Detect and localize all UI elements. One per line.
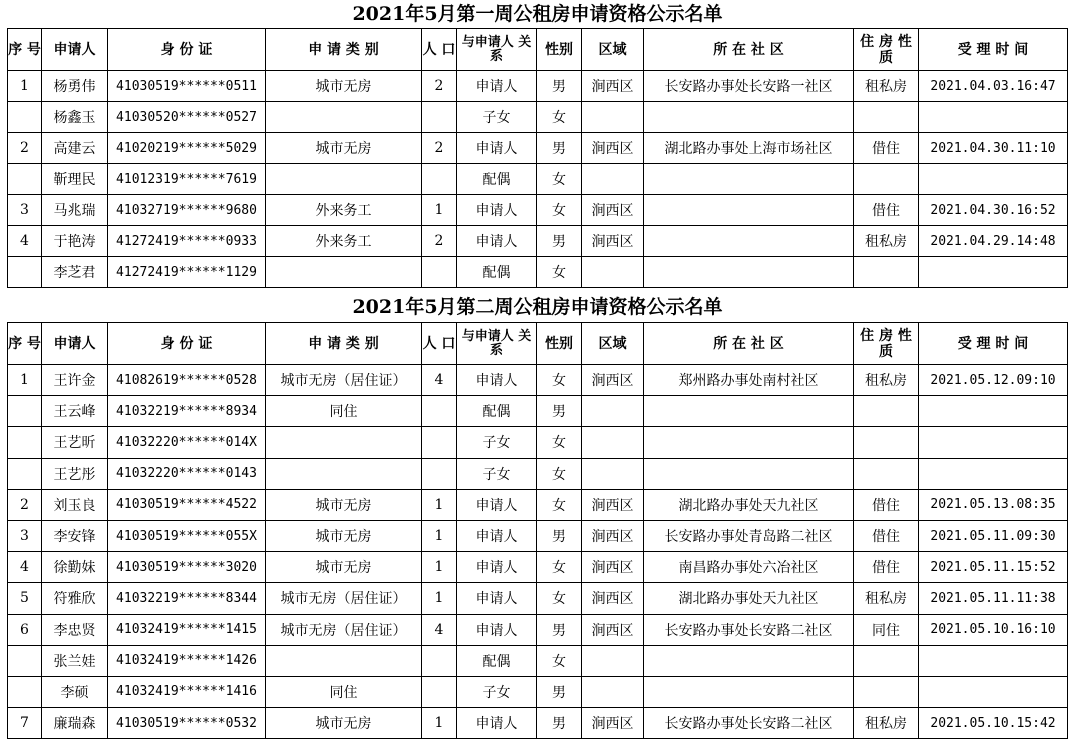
cell-people: [422, 257, 457, 288]
cell-relation: 申请人: [457, 71, 537, 102]
cell-people: 2: [422, 71, 457, 102]
cell-type: 城市无房（居住证）: [266, 365, 422, 396]
header-applicant: 申请人: [42, 29, 108, 71]
header-id: 身 份 证: [108, 29, 266, 71]
header-community: 所 在 社 区: [644, 29, 854, 71]
cell-district: [582, 676, 644, 707]
header-id: 身 份 证: [108, 323, 266, 365]
cell-applicant: 王艺彤: [42, 458, 108, 489]
table-row: [8, 676, 1068, 707]
cell-applicant: 于艳涛: [42, 226, 108, 257]
cell-housing: 租私房: [854, 226, 919, 257]
table-row: [8, 520, 1068, 551]
cell-community: [644, 257, 854, 288]
header-relation: 与申请人 关 系: [457, 29, 537, 71]
cell-relation: 子女: [457, 102, 537, 133]
cell-seq: 1: [8, 365, 42, 396]
cell-seq: [8, 257, 42, 288]
week2-table: [7, 322, 1068, 739]
cell-district: 涧西区: [582, 365, 644, 396]
cell-district: 涧西区: [582, 614, 644, 645]
cell-id-number: 41272419******0933: [108, 226, 266, 257]
cell-gender: 女: [537, 427, 582, 458]
cell-housing: [854, 676, 919, 707]
cell-district: 涧西区: [582, 195, 644, 226]
cell-time: [919, 396, 1068, 427]
table-row: [8, 164, 1068, 195]
cell-seq: 1: [8, 71, 42, 102]
cell-district: 涧西区: [582, 708, 644, 739]
cell-community: 湖北路办事处天九社区: [644, 583, 854, 614]
cell-community: [644, 102, 854, 133]
cell-type: [266, 458, 422, 489]
header-relation: 与申请人 关 系: [457, 323, 537, 365]
table-row: [8, 708, 1068, 739]
cell-district: [582, 458, 644, 489]
header-seq: 序 号: [8, 29, 42, 71]
header-time: 受 理 时 间: [919, 29, 1068, 71]
header-type: 申 请 类 别: [266, 323, 422, 365]
cell-district: [582, 645, 644, 676]
cell-id-number: 41030519******0532: [108, 708, 266, 739]
cell-gender: 男: [537, 226, 582, 257]
cell-time: [919, 676, 1068, 707]
week1-title: 2021年5月第一周公租房申请资格公示名单: [352, 3, 723, 25]
cell-time: 2021.05.11.15:52: [919, 552, 1068, 583]
table-row: [8, 365, 1068, 396]
header-gender: 性别: [537, 29, 582, 71]
cell-people: 2: [422, 133, 457, 164]
cell-district: [582, 257, 644, 288]
cell-people: 4: [422, 614, 457, 645]
cell-community: 湖北路办事处天九社区: [644, 489, 854, 520]
cell-housing: 同住: [854, 614, 919, 645]
cell-housing: [854, 257, 919, 288]
table-row: [8, 489, 1068, 520]
cell-gender: 女: [537, 458, 582, 489]
cell-community: [644, 195, 854, 226]
cell-people: [422, 396, 457, 427]
cell-type: 城市无房: [266, 71, 422, 102]
cell-community: 湖北路办事处上海市场社区: [644, 133, 854, 164]
cell-applicant: 王许金: [42, 365, 108, 396]
cell-gender: 女: [537, 489, 582, 520]
cell-people: [422, 427, 457, 458]
cell-gender: 女: [537, 645, 582, 676]
cell-housing: [854, 458, 919, 489]
cell-seq: [8, 676, 42, 707]
cell-seq: [8, 427, 42, 458]
cell-applicant: 马兆瑞: [42, 195, 108, 226]
cell-applicant: 刘玉良: [42, 489, 108, 520]
cell-district: 涧西区: [582, 583, 644, 614]
cell-seq: 7: [8, 708, 42, 739]
cell-people: [422, 458, 457, 489]
cell-community: 郑州路办事处南村社区: [644, 365, 854, 396]
cell-time: [919, 164, 1068, 195]
cell-id-number: 41032719******9680: [108, 195, 266, 226]
cell-community: 长安路办事处长安路二社区: [644, 708, 854, 739]
cell-id-number: 41032419******1416: [108, 676, 266, 707]
cell-seq: 3: [8, 520, 42, 551]
header-district: 区域: [582, 323, 644, 365]
table-row: [8, 583, 1068, 614]
cell-time: 2021.04.30.16:52: [919, 195, 1068, 226]
cell-time: 2021.05.11.11:38: [919, 583, 1068, 614]
cell-relation: 申请人: [457, 365, 537, 396]
cell-time: 2021.05.11.09:30: [919, 520, 1068, 551]
cell-community: [644, 645, 854, 676]
cell-id-number: 41030519******4522: [108, 489, 266, 520]
cell-applicant: 王云峰: [42, 396, 108, 427]
cell-type: [266, 427, 422, 458]
header-people: 人 口: [422, 323, 457, 365]
week2-title: 2021年5月第二周公租房申请资格公示名单: [352, 296, 723, 318]
cell-people: 1: [422, 195, 457, 226]
table-row: [8, 102, 1068, 133]
cell-seq: [8, 396, 42, 427]
cell-community: 长安路办事处长安路二社区: [644, 614, 854, 645]
cell-seq: 4: [8, 226, 42, 257]
cell-gender: 男: [537, 676, 582, 707]
cell-seq: [8, 458, 42, 489]
cell-relation: 申请人: [457, 195, 537, 226]
cell-gender: 男: [537, 396, 582, 427]
cell-id-number: 41082619******0528: [108, 365, 266, 396]
cell-time: 2021.05.10.15:42: [919, 708, 1068, 739]
cell-id-number: 41012319******7619: [108, 164, 266, 195]
cell-applicant: 张兰娃: [42, 645, 108, 676]
cell-gender: 女: [537, 365, 582, 396]
cell-community: [644, 458, 854, 489]
cell-id-number: 41030519******055X: [108, 520, 266, 551]
cell-time: [919, 427, 1068, 458]
cell-people: 4: [422, 365, 457, 396]
cell-gender: 女: [537, 257, 582, 288]
cell-housing: [854, 427, 919, 458]
cell-seq: 4: [8, 552, 42, 583]
cell-district: [582, 396, 644, 427]
cell-people: 1: [422, 520, 457, 551]
cell-housing: 借住: [854, 489, 919, 520]
cell-relation: 配偶: [457, 396, 537, 427]
cell-applicant: 廉瑞森: [42, 708, 108, 739]
cell-type: 城市无房: [266, 489, 422, 520]
cell-housing: 租私房: [854, 71, 919, 102]
cell-district: [582, 164, 644, 195]
cell-id-number: 41020219******5029: [108, 133, 266, 164]
cell-id-number: 41030520******0527: [108, 102, 266, 133]
cell-people: [422, 164, 457, 195]
cell-time: 2021.04.30.11:10: [919, 133, 1068, 164]
cell-people: 1: [422, 708, 457, 739]
cell-seq: 6: [8, 614, 42, 645]
cell-relation: 申请人: [457, 708, 537, 739]
cell-id-number: 41032220******0143: [108, 458, 266, 489]
cell-id-number: 41272419******1129: [108, 257, 266, 288]
cell-relation: 配偶: [457, 257, 537, 288]
cell-seq: [8, 645, 42, 676]
header-gender: 性别: [537, 323, 582, 365]
cell-relation: 申请人: [457, 552, 537, 583]
cell-applicant: 李芝君: [42, 257, 108, 288]
cell-housing: 租私房: [854, 583, 919, 614]
cell-district: 涧西区: [582, 489, 644, 520]
table-header-row: [8, 323, 1068, 365]
cell-housing: 借住: [854, 195, 919, 226]
cell-seq: 3: [8, 195, 42, 226]
cell-time: 2021.05.12.09:10: [919, 365, 1068, 396]
cell-applicant: 李安锋: [42, 520, 108, 551]
cell-relation: 配偶: [457, 645, 537, 676]
cell-gender: 男: [537, 520, 582, 551]
cell-id-number: 41030519******3020: [108, 552, 266, 583]
cell-district: [582, 427, 644, 458]
cell-time: [919, 102, 1068, 133]
table-row: [8, 133, 1068, 164]
cell-relation: 子女: [457, 458, 537, 489]
cell-gender: 男: [537, 71, 582, 102]
cell-type: 城市无房: [266, 708, 422, 739]
cell-type: 同住: [266, 676, 422, 707]
cell-community: [644, 427, 854, 458]
cell-housing: [854, 164, 919, 195]
cell-community: [644, 396, 854, 427]
cell-people: 1: [422, 552, 457, 583]
week1-table: [7, 28, 1068, 288]
header-people: 人 口: [422, 29, 457, 71]
cell-community: [644, 676, 854, 707]
cell-relation: 申请人: [457, 583, 537, 614]
header-district: 区域: [582, 29, 644, 71]
cell-district: 涧西区: [582, 133, 644, 164]
cell-people: 2: [422, 226, 457, 257]
header-seq: 序 号: [8, 323, 42, 365]
cell-housing: [854, 645, 919, 676]
cell-people: [422, 676, 457, 707]
table-row: [8, 71, 1068, 102]
cell-applicant: 高建云: [42, 133, 108, 164]
cell-time: 2021.04.29.14:48: [919, 226, 1068, 257]
cell-relation: 子女: [457, 676, 537, 707]
table-row: [8, 195, 1068, 226]
cell-applicant: 杨勇伟: [42, 71, 108, 102]
cell-seq: 2: [8, 133, 42, 164]
cell-relation: 申请人: [457, 489, 537, 520]
cell-relation: 申请人: [457, 614, 537, 645]
cell-time: 2021.04.03.16:47: [919, 71, 1068, 102]
table-header-row: [8, 29, 1068, 71]
cell-housing: [854, 102, 919, 133]
cell-gender: 女: [537, 102, 582, 133]
cell-relation: 申请人: [457, 133, 537, 164]
table-row: [8, 226, 1068, 257]
cell-type: [266, 164, 422, 195]
cell-community: [644, 164, 854, 195]
cell-time: 2021.05.13.08:35: [919, 489, 1068, 520]
header-housing: 住 房 性 质: [854, 29, 919, 71]
table-row: [8, 257, 1068, 288]
cell-type: [266, 645, 422, 676]
cell-community: 长安路办事处长安路一社区: [644, 71, 854, 102]
cell-type: 城市无房（居住证）: [266, 583, 422, 614]
cell-applicant: 徐勤妹: [42, 552, 108, 583]
cell-district: 涧西区: [582, 520, 644, 551]
cell-gender: 男: [537, 708, 582, 739]
cell-type: [266, 257, 422, 288]
cell-housing: 借住: [854, 133, 919, 164]
cell-type: 城市无房: [266, 552, 422, 583]
cell-community: 南昌路办事处六冶社区: [644, 552, 854, 583]
cell-housing: 借住: [854, 520, 919, 551]
cell-seq: 5: [8, 583, 42, 614]
table-row: [8, 427, 1068, 458]
cell-people: 1: [422, 489, 457, 520]
cell-community: 长安路办事处青岛路二社区: [644, 520, 854, 551]
cell-applicant: 王艺昕: [42, 427, 108, 458]
cell-applicant: 靳理民: [42, 164, 108, 195]
cell-gender: 男: [537, 133, 582, 164]
cell-gender: 女: [537, 164, 582, 195]
cell-type: 外来务工: [266, 226, 422, 257]
cell-applicant: 符雅欣: [42, 583, 108, 614]
cell-seq: [8, 102, 42, 133]
table-row: [8, 614, 1068, 645]
cell-applicant: 李硕: [42, 676, 108, 707]
cell-relation: 配偶: [457, 164, 537, 195]
cell-id-number: 41032220******014X: [108, 427, 266, 458]
cell-housing: 租私房: [854, 708, 919, 739]
cell-id-number: 41032419******1426: [108, 645, 266, 676]
cell-district: [582, 102, 644, 133]
header-housing: 住 房 性 质: [854, 323, 919, 365]
cell-seq: [8, 164, 42, 195]
cell-type: 城市无房: [266, 133, 422, 164]
cell-community: [644, 226, 854, 257]
cell-time: [919, 645, 1068, 676]
cell-type: 同住: [266, 396, 422, 427]
cell-type: 城市无房: [266, 520, 422, 551]
cell-district: 涧西区: [582, 226, 644, 257]
cell-relation: 申请人: [457, 520, 537, 551]
cell-people: 1: [422, 583, 457, 614]
table-row: [8, 458, 1068, 489]
cell-gender: 女: [537, 195, 582, 226]
header-applicant: 申请人: [42, 323, 108, 365]
cell-relation: 申请人: [457, 226, 537, 257]
cell-time: [919, 257, 1068, 288]
cell-type: 城市无房（居住证）: [266, 614, 422, 645]
cell-people: [422, 102, 457, 133]
cell-housing: 租私房: [854, 365, 919, 396]
cell-time: [919, 458, 1068, 489]
cell-district: 涧西区: [582, 552, 644, 583]
cell-relation: 子女: [457, 427, 537, 458]
cell-gender: 女: [537, 552, 582, 583]
cell-housing: [854, 396, 919, 427]
table-row: [8, 645, 1068, 676]
cell-id-number: 41032219******8934: [108, 396, 266, 427]
cell-type: 外来务工: [266, 195, 422, 226]
cell-type: [266, 102, 422, 133]
cell-seq: 2: [8, 489, 42, 520]
cell-time: 2021.05.10.16:10: [919, 614, 1068, 645]
cell-id-number: 41030519******0511: [108, 71, 266, 102]
header-community: 所 在 社 区: [644, 323, 854, 365]
cell-housing: 借住: [854, 552, 919, 583]
cell-district: 涧西区: [582, 71, 644, 102]
cell-applicant: 李忠贤: [42, 614, 108, 645]
cell-gender: 男: [537, 614, 582, 645]
cell-gender: 女: [537, 583, 582, 614]
table-row: [8, 396, 1068, 427]
header-time: 受 理 时 间: [919, 323, 1068, 365]
cell-id-number: 41032219******8344: [108, 583, 266, 614]
table-row: [8, 552, 1068, 583]
cell-applicant: 杨鑫玉: [42, 102, 108, 133]
cell-id-number: 41032419******1415: [108, 614, 266, 645]
header-type: 申 请 类 别: [266, 29, 422, 71]
cell-people: [422, 645, 457, 676]
